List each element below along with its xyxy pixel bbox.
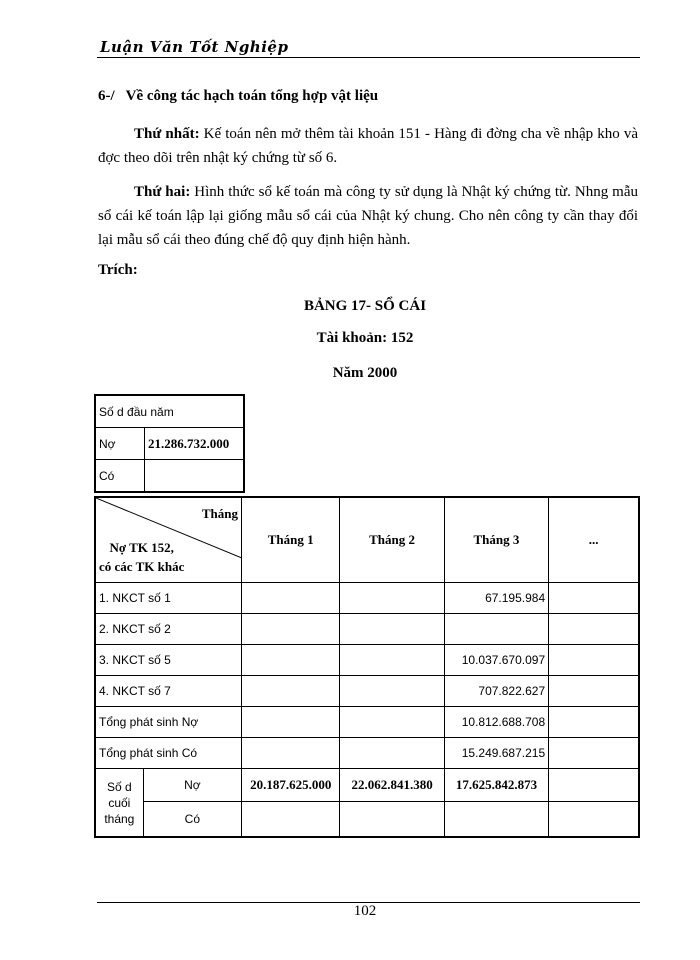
paragraph-second <box>98 180 638 252</box>
corner-bottom-label <box>99 538 184 576</box>
cell <box>549 614 639 645</box>
cell <box>242 707 340 738</box>
closing-credit-label: Có <box>143 802 241 838</box>
ledger-table <box>94 496 640 838</box>
month-header-1: Tháng 1 <box>242 497 340 583</box>
excerpt-label: Trích: <box>98 262 138 278</box>
month-header-more: ... <box>549 497 639 583</box>
paragraph-first <box>98 122 638 170</box>
opening-balance-table <box>94 394 245 493</box>
opening-credit-label: Có <box>95 460 145 493</box>
corner-bottom-line1: Nợ TK 152, <box>109 540 174 555</box>
paragraph-first-text: Kế toán nên mở thêm tài khoản 151 - Hàng đi đờng cha về nhập kho và đợc theo dõi trên nhật ký chứng từ số 6. <box>98 126 638 166</box>
cell <box>549 583 639 614</box>
table-row <box>95 707 639 738</box>
closing-label-line3: tháng <box>104 811 135 826</box>
cell <box>242 614 340 645</box>
paragraph-second-lead: Thứ hai: <box>134 184 191 200</box>
row-label: Tổng phát sinh Nợ <box>95 707 242 738</box>
section-heading: 6-/ Về công tác hạch toán tổng hợp vật liệu <box>98 88 379 104</box>
cell <box>340 614 444 645</box>
ledger-header-row <box>95 497 639 583</box>
cell <box>242 583 340 614</box>
row-label: 3. NKCT số 5 <box>95 645 242 676</box>
cell: 67.195.984 <box>444 583 548 614</box>
closing-label-line2: cuối <box>108 795 131 810</box>
row-label: Tổng phát sinh Có <box>95 738 242 769</box>
cell <box>340 645 444 676</box>
table-account: Tài khoản: 152 <box>316 330 414 346</box>
opening-credit-value <box>145 460 245 493</box>
page-number: 102 <box>353 903 377 919</box>
cell <box>340 738 444 769</box>
cell <box>242 802 340 838</box>
row-label: 2. NKCT số 2 <box>95 614 242 645</box>
paragraph-first-lead: Thứ nhất: <box>134 126 200 142</box>
closing-credit-row <box>95 802 639 838</box>
month-header-3: Tháng 3 <box>444 497 548 583</box>
corner-bottom-line2: có các TK khác <box>99 559 185 574</box>
cell: 20.187.625.000 <box>242 769 340 802</box>
cell <box>549 707 639 738</box>
corner-top-label: Tháng <box>201 506 239 521</box>
opening-debit-label: Nợ <box>95 428 145 460</box>
table-row <box>95 583 639 614</box>
table-row <box>95 614 639 645</box>
corner-header <box>95 497 242 583</box>
cell <box>340 707 444 738</box>
cell <box>549 738 639 769</box>
document-header: Luận Văn Tốt Nghiệp <box>100 38 289 56</box>
closing-balance-label <box>95 769 143 838</box>
cell: 10.037.670.097 <box>444 645 548 676</box>
row-label: 4. NKCT số 7 <box>95 676 242 707</box>
table-title: BẢNG 17- SỔ CÁI <box>303 298 427 314</box>
month-header-2: Tháng 2 <box>340 497 444 583</box>
cell: 15.249.687.215 <box>444 738 548 769</box>
cell <box>549 645 639 676</box>
cell <box>242 645 340 676</box>
cell <box>242 738 340 769</box>
table-row <box>95 676 639 707</box>
cell <box>444 802 548 838</box>
row-label: 1. NKCT số 1 <box>95 583 242 614</box>
cell <box>444 614 548 645</box>
cell <box>549 676 639 707</box>
cell <box>549 802 639 838</box>
table-row <box>95 738 639 769</box>
opening-debit-value: 21.286.732.000 <box>145 428 245 460</box>
paragraph-second-text: Hình thức sổ kế toán mà công ty sử dụng là Nhật ký chứng từ. Nhng mẫu sổ cái kế toán lập lại giống mẫu sổ cái của Nhật ký chung. Cho nên công ty cần thay đổi lại mẫu sổ cái theo đúng chế độ quy định hiện hành. <box>98 184 639 248</box>
header-rule <box>97 57 640 58</box>
cell <box>340 802 444 838</box>
table-row <box>95 645 639 676</box>
closing-debit-row <box>95 769 639 802</box>
closing-debit-label: Nợ <box>143 769 241 802</box>
closing-label-line1: Số d <box>106 779 132 794</box>
cell: 22.062.841.380 <box>340 769 444 802</box>
table-year: Năm 2000 <box>332 365 398 381</box>
cell <box>340 583 444 614</box>
cell: 707.822.627 <box>444 676 548 707</box>
cell <box>549 769 639 802</box>
cell <box>242 676 340 707</box>
cell: 17.625.842.873 <box>444 769 548 802</box>
opening-balance-label: Số d đầu năm <box>95 395 244 428</box>
cell: 10.812.688.708 <box>444 707 548 738</box>
cell <box>340 676 444 707</box>
